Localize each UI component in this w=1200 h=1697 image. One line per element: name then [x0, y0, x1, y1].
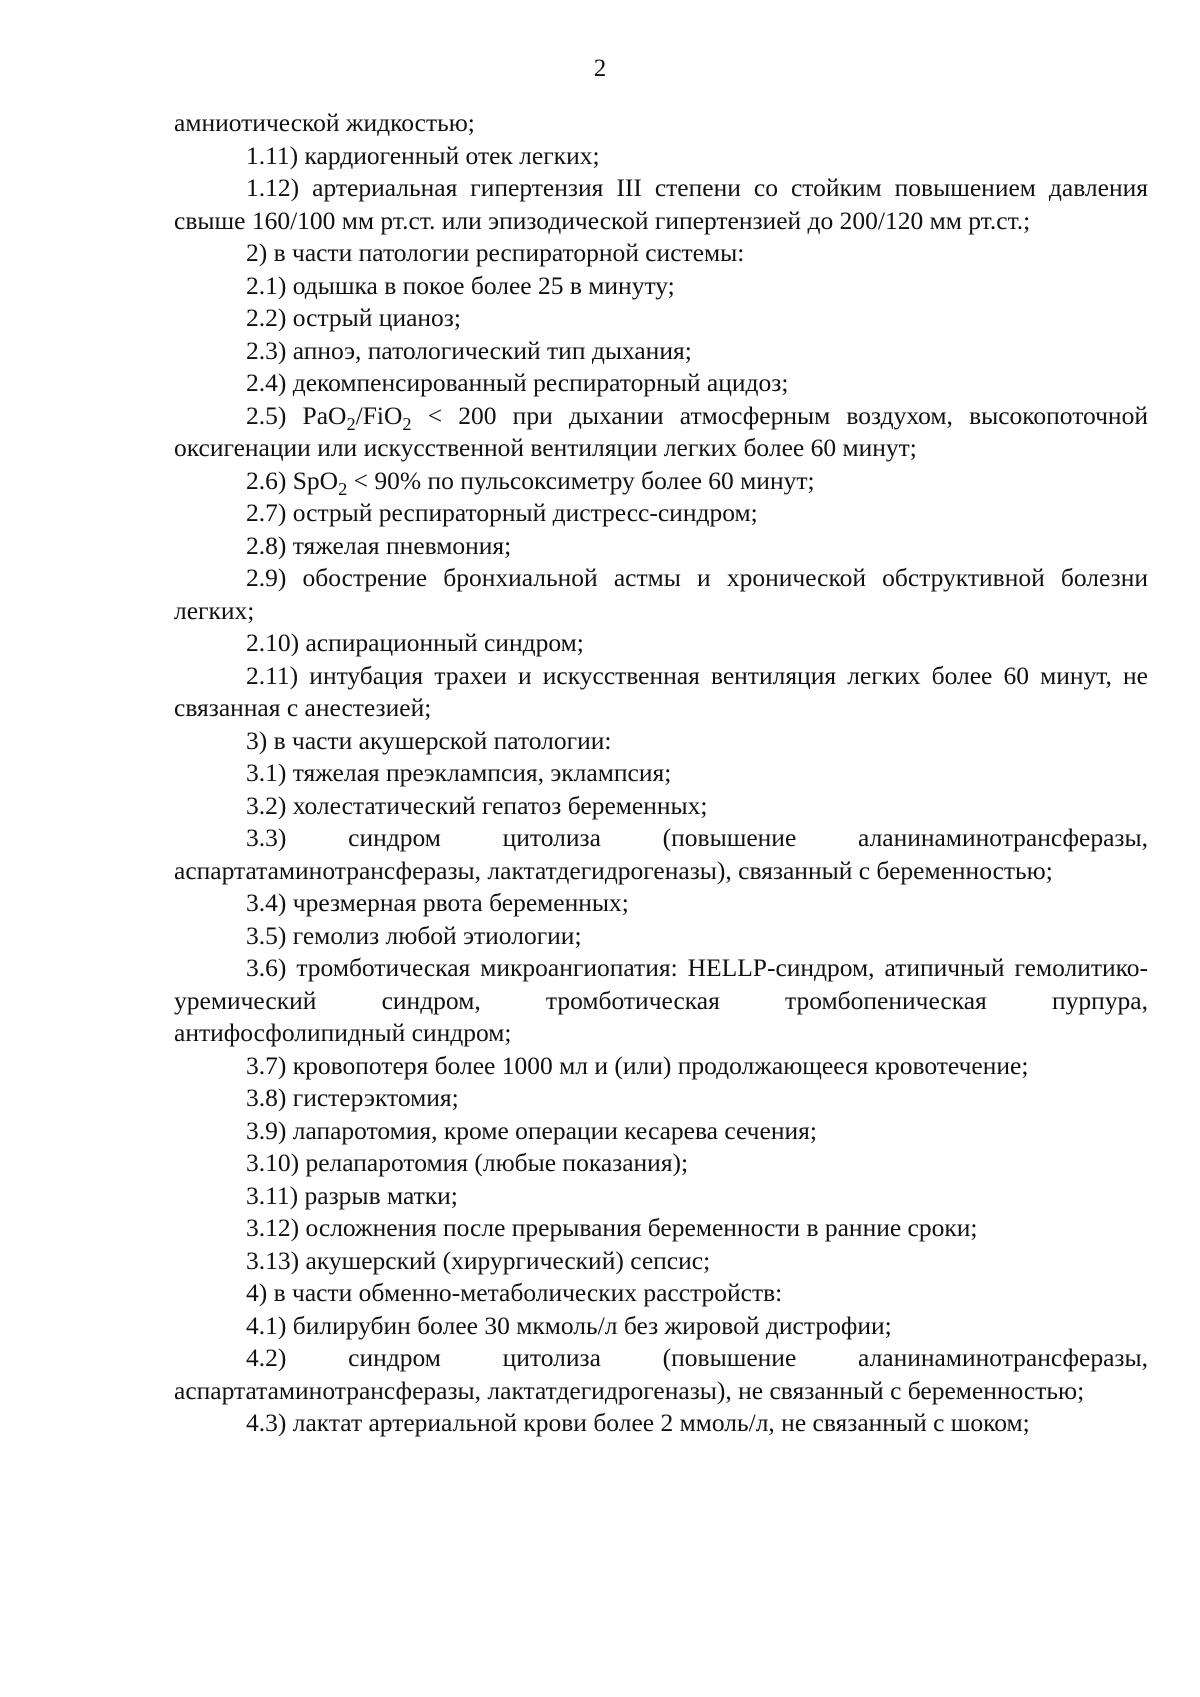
item-2-3: 2.3) апноэ, патологический тип дыхания;	[246, 335, 692, 365]
item-1-12: 1.12) артериальная гипертензия III степени со стойким повышением давления свыше 160/100 мм рт.ст. или эпизодической гипертензией до 200/120 мм рт.ст.;	[174, 173, 1148, 235]
item-2-5-sub2: 2	[402, 413, 412, 434]
item-3-9: 3.9) лапаротомия, кроме операции кесарева сечения;	[246, 1115, 817, 1145]
item-2-7: 2.7) острый респираторный дистресс-синдром;	[246, 498, 758, 527]
item-2-6	[174, 465, 1148, 498]
item-2-5-sub1: 2	[346, 413, 356, 434]
item-2-6-suffix: < 90% по пульсоксиметру более 60 минут;	[347, 465, 815, 495]
document-body	[174, 107, 1148, 1440]
item-2-5-suffix: < 200 при дыхании атмосферным воздухом, высокопоточной оксигенации или искусственной вентиляции легких более 60 минут;	[174, 400, 1148, 462]
section-2-heading: 2) в части патологии респираторной системы:	[246, 238, 745, 267]
item-3-6: 3.6) тромботическая микроангиопатия: HELLP-синдром, атипичный гемолитико-уремический синдром, тромботическая тромбопеническая пурпура, антифосфолипидный синдром;	[174, 953, 1148, 1047]
item-2-10: 2.10) аспирационный синдром;	[246, 628, 584, 657]
item-2-6-sub: 2	[338, 478, 348, 499]
item-3-7: 3.7) кровопотеря более 1000 мл и (или) продолжающееся кровотечение;	[246, 1050, 1029, 1080]
item-3-13: 3.13) акушерский (хирургический) сепсис;	[246, 1245, 711, 1275]
item-3-3: 3.3) синдром цитолиза (повышение аланинаминотрансферазы, аспартатаминотрансферазы, лактатдегидрогеназы), связанный с беременностью;	[174, 823, 1148, 885]
item-3-2: 3.2) холестатический гепатоз беременных;	[246, 790, 708, 820]
section-3-heading: 3) в части акушерской патологии:	[246, 725, 612, 755]
paragraph-amniotic-fluid: амниотической жидкостью;	[174, 108, 475, 137]
item-3-5: 3.5) гемолиз любой этиологии;	[246, 920, 582, 950]
item-2-8: 2.8) тяжелая пневмония;	[246, 530, 512, 560]
item-3-4: 3.4) чрезмерная рвота беременных;	[246, 888, 629, 917]
item-3-8: 3.8) гистерэктомия;	[246, 1083, 459, 1112]
item-2-1: 2.1) одышка в покое более 25 в минуту;	[246, 270, 675, 300]
item-3-10: 3.10) релапаротомия (любые показания);	[246, 1148, 689, 1177]
item-2-5	[174, 400, 1148, 465]
item-2-9: 2.9) обострение бронхиальной астмы и хронической обструктивной болезни легких;	[174, 563, 1148, 625]
item-4-3: 4.3) лактат артериальной крови более 2 ммоль/л, не связанный с шоком;	[246, 1408, 1030, 1437]
item-2-2: 2.2) острый цианоз;	[246, 303, 461, 332]
item-4-1: 4.1) билирубин более 30 мкмоль/л без жировой дистрофии;	[246, 1310, 892, 1340]
item-1-11: 1.11) кардиогенный отек легких;	[246, 140, 600, 170]
item-3-12: 3.12) осложнения после прерывания беременности в ранние сроки;	[246, 1213, 978, 1242]
item-2-4: 2.4) декомпенсированный респираторный ацидоз;	[246, 368, 789, 397]
page-number: 2	[593, 55, 607, 82]
item-4-2: 4.2) синдром цитолиза (повышение аланинаминотрансферазы, аспартатаминотрансферазы, лактатдегидрогеназы), не связанный с беременностью;	[174, 1343, 1148, 1405]
item-3-11: 3.11) разрыв матки;	[246, 1180, 458, 1210]
item-3-1: 3.1) тяжелая преэклампсия, эклампсия;	[246, 758, 672, 787]
item-2-6-prefix: 2.6) SpO	[246, 465, 339, 495]
item-2-5-prefix: 2.5) PaO	[246, 400, 347, 430]
section-4-heading: 4) в части обменно-метаболических расстройств:	[246, 1278, 783, 1307]
item-2-5-mid: /FiO	[355, 400, 403, 430]
item-2-11: 2.11) интубация трахеи и искусственная вентиляция легких более 60 минут, не связанная с анестезией;	[174, 660, 1148, 722]
